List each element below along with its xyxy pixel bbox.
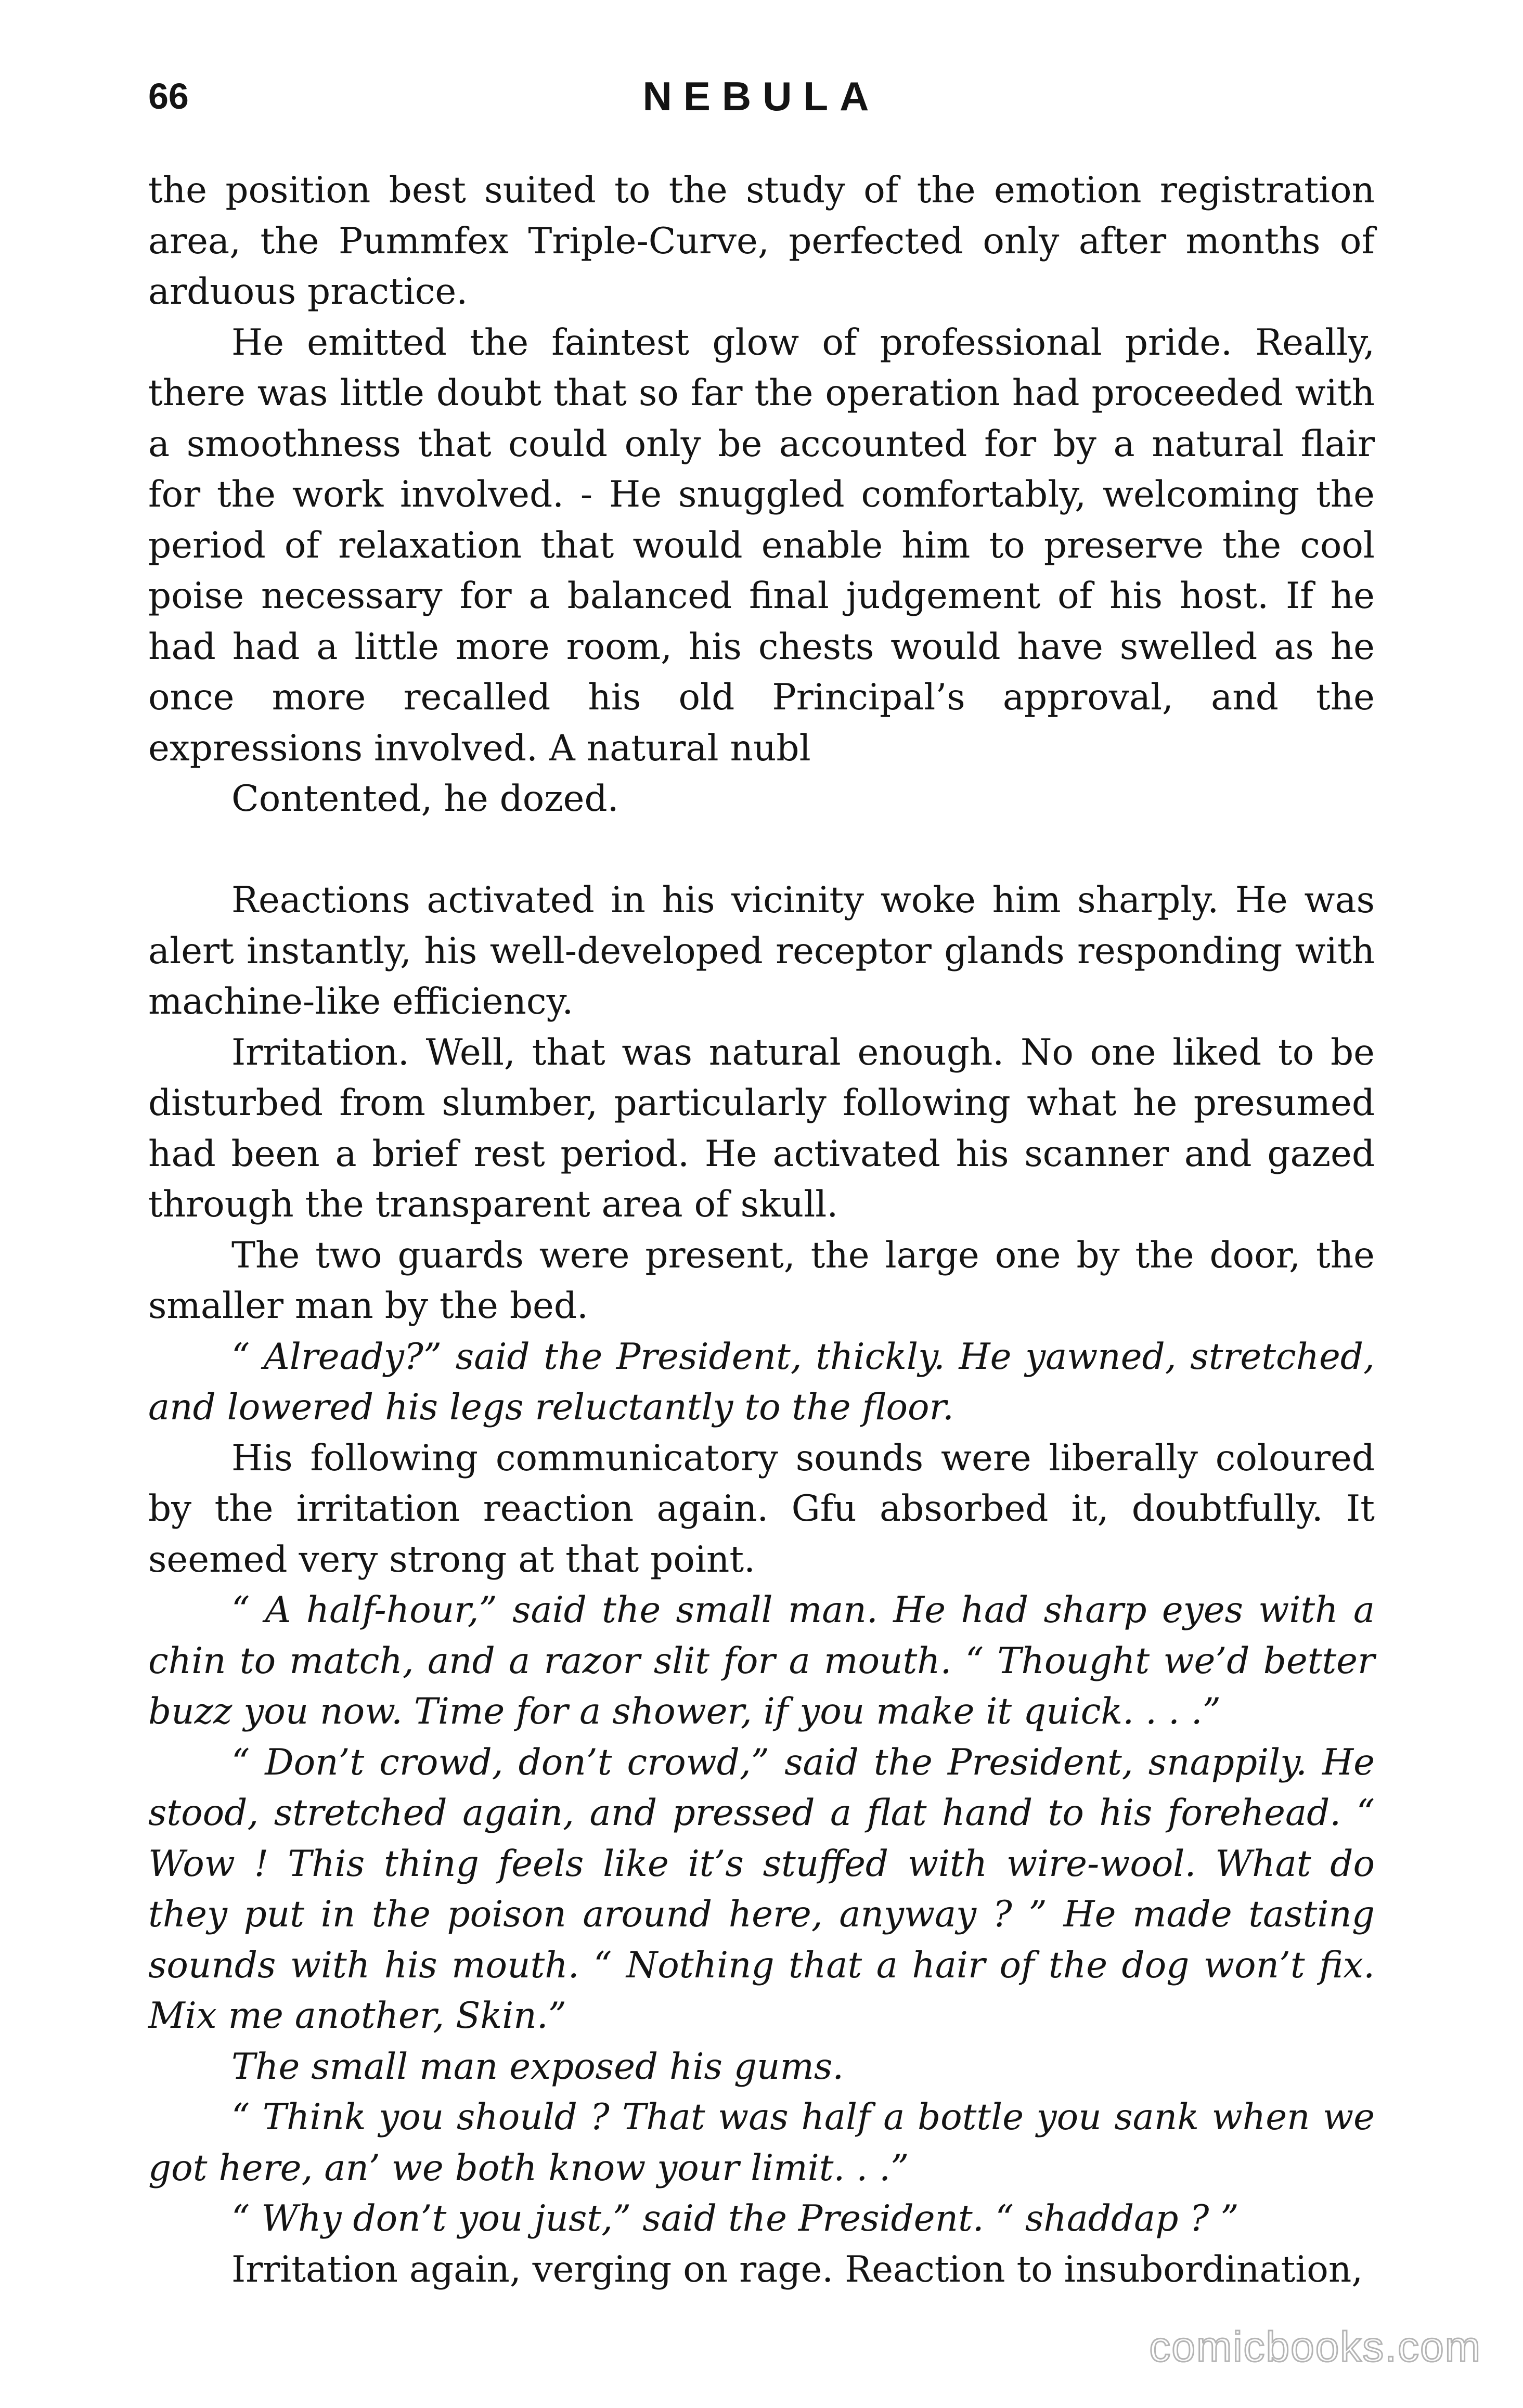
dialogue-paragraph: The small man exposed his gums. [231, 2045, 844, 2088]
page-header [148, 68, 1375, 125]
body-text [148, 165, 1375, 2295]
paragraph: Irritation. Well, that was natural enough. No one liked to be disturbed from slumber, particularly following what he presumed had been a brief rest period. He activated his scanner and gazed through the transparent area of skull. [148, 1031, 1375, 1225]
paragraph: He emitted the faintest glow of professional pride. Really, there was little doubt that so far the operation had proceeded with a smoothness that could only be accounted for by a natural flair for the work involved. - He snuggled comfortably, welcoming the period of relaxation that would enable him to preserve the cool poise necessary for a balanced final judgement of his host. If he had had a little more room, his chests would have swelled as he once more recalled his old Principal’s approval, and the expressions involved. A natural nubl [148, 321, 1375, 769]
paragraph: Contented, he dozed. [231, 778, 619, 820]
paragraph: Irritation again, verging on rage. Reaction to insubordination, [231, 2248, 1363, 2290]
paragraph: Reactions activated in his vicinity woke him sharply. He was alert instantly, his well-developed receptor glands responding with machine-like efficiency. [148, 879, 1375, 1022]
paragraph: His following communicatory sounds were liberally coloured by the irritation reaction again. Gfu absorbed it, doubtfully. It seemed very strong at that point. [148, 1437, 1375, 1581]
paragraph: the position best suited to the study of the emotion registration area, the Pummfex Triple-Curve, perfected only after months of arduous practice. [148, 170, 1375, 313]
watermark: comicbooks.com [1149, 2323, 1481, 2371]
section-break [148, 825, 1375, 876]
dialogue-paragraph: “ A half-hour,” said the small man. He had sharp eyes with a chin to match, and a razor slit for a mouth. “ Thought we’d better buzz you now. Time for a shower, if you make it quick. . . .” [148, 1589, 1375, 1732]
running-head: NEBULA [642, 73, 881, 119]
dialogue-paragraph: “ Why don’t you just,” said the President. “ shaddap ? ” [231, 2198, 1239, 2239]
dialogue-paragraph: “ Think you should ? That was half a bottle you sank when we got here, an’ we both know your limit. . .” [148, 2096, 1375, 2189]
paragraph: The two guards were present, the large one by the door, the smaller man by the bed. [148, 1234, 1375, 1327]
dialogue-paragraph: “ Don’t crowd, don’t crowd,” said the President, snappily. He stood, stretched again, and pressed a flat hand to his forehead. “ Wow ! This thing feels like it’s stuffed with wire-wool. What do they put in the poison around here, anyway ? ” He made tasting sounds with his mouth. “ Nothing that a hair of the dog won’t fix. Mix me another, Skin.” [148, 1741, 1375, 2037]
page-number: 66 [148, 76, 189, 116]
dialogue-paragraph: “ Already?” said the President, thickly. He yawned, stretched, and lowered his legs reluctantly to the floor. [148, 1336, 1375, 1428]
